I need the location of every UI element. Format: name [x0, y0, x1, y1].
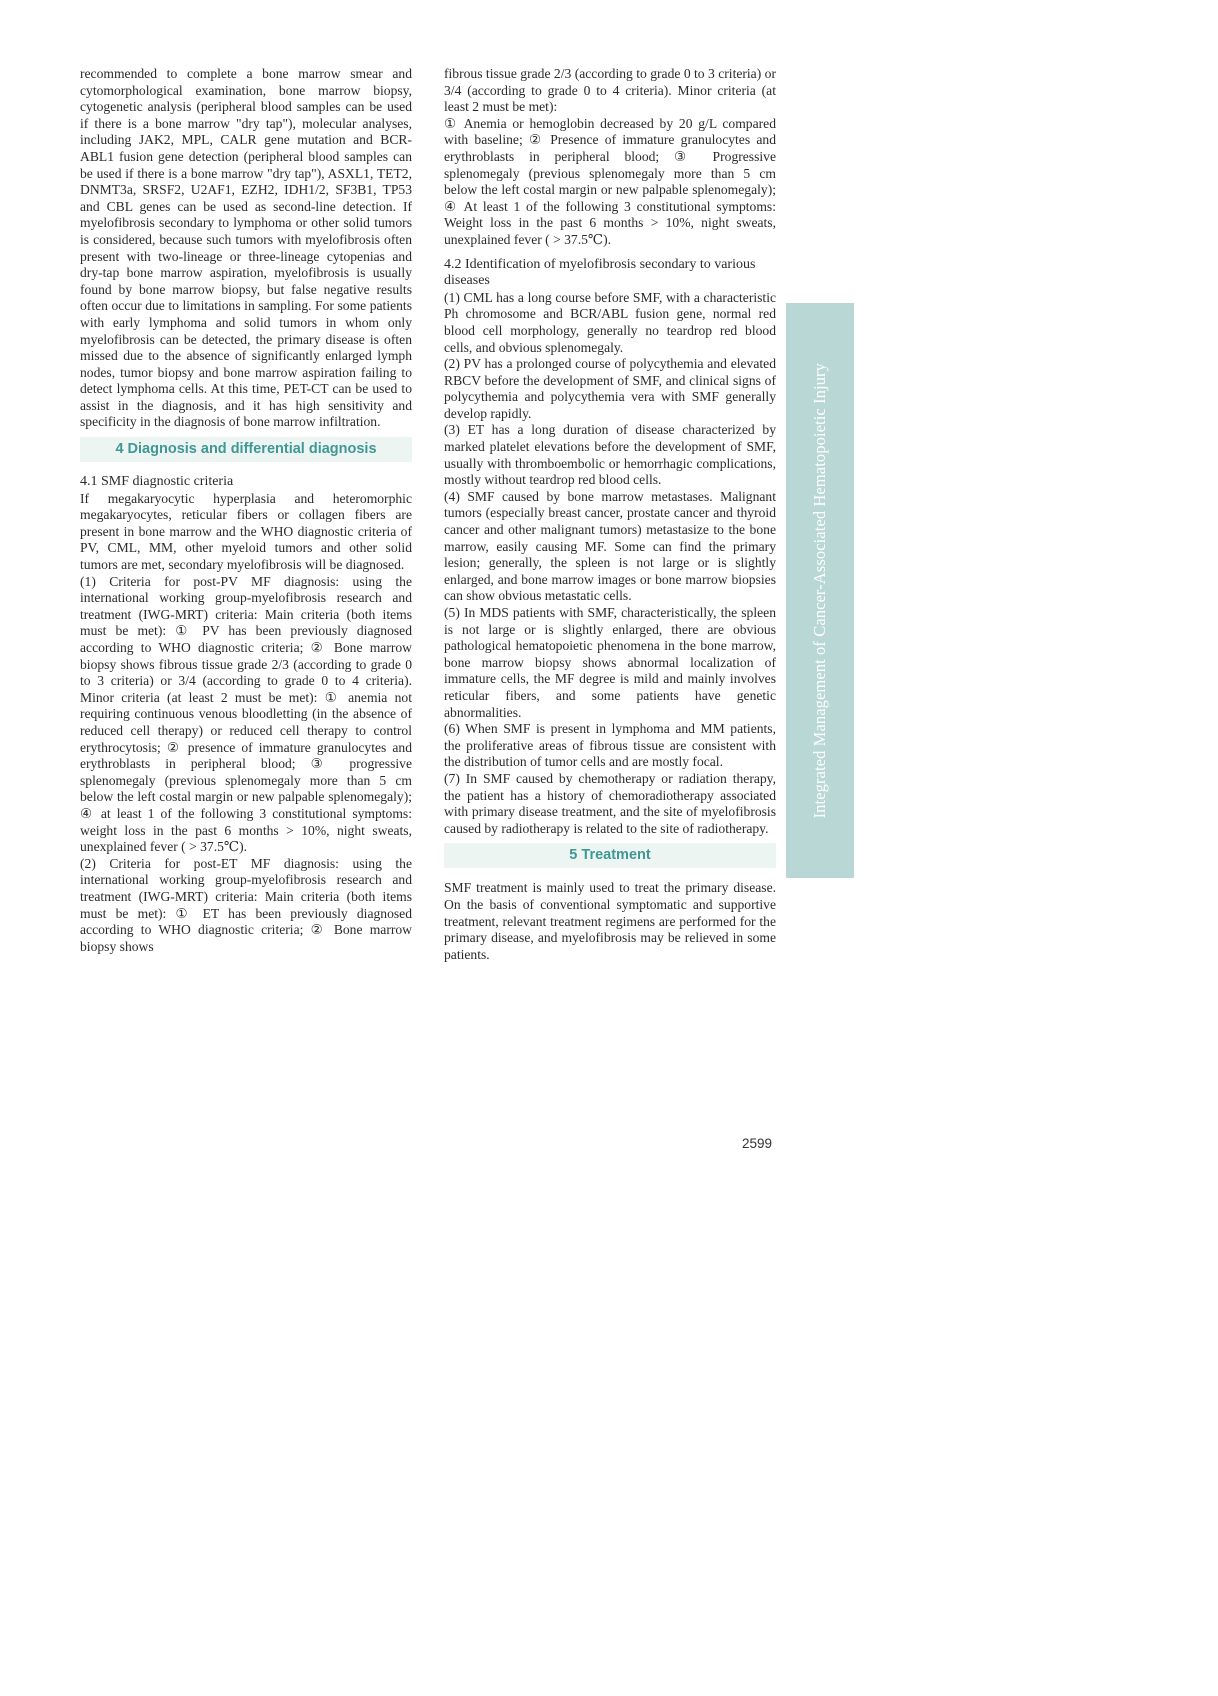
section-heading-treatment: 5 Treatment: [444, 843, 776, 868]
smf-criteria-paragraph: If megakaryocytic hyperplasia and heteromorphic megakaryocytes, reticular fibers or collagen fibers are present in bone marrow and the WHO diagnostic criteria of PV, CML, MM, other myeloid tumors and other solid tumors are met, secondary myelofibrosis will be diagnosed.: [80, 490, 412, 573]
identification-item: (1) CML has a long course before SMF, with a characteristic Ph chromosome and BCR/ABL fusion gene, normal red blood cell morphology, generally no teardrop red blood cells, and obvious splenomegaly.: [444, 289, 776, 355]
identification-item: (4) SMF caused by bone marrow metastases. Malignant tumors (especially breast cancer, prostate cancer and thyroid cancer and other malignant tumors) metastasize to the bone marrow, easily causing MF. Some can find the primary lesion; generally, the spleen is not large or is slightly enlarged, and bone marrow images or bone marrow biopsies can show obvious metastatic cells.: [444, 488, 776, 604]
identification-item: (6) When SMF is present in lymphoma and MM patients, the proliferative areas of fibrous tissue are consistent with the distribution of tumor cells and are mostly focal.: [444, 721, 776, 770]
side-banner-text: Integrated Management of Cancer-Associated Hematopoietic Injury: [810, 362, 829, 819]
identification-item: (5) In MDS patients with SMF, characteristically, the spleen is not large or is slightly enlarged, there are obvious pathological hematopoietic phenomena in the bone marrow, bone marrow biopsy shows abnormal localization of immature cells, the MF degree is mild and mainly involves reticular fibers, and some patients have genetic abnormalities.: [444, 605, 776, 720]
right-column: [444, 66, 776, 963]
section-heading-diagnosis: 4 Diagnosis and differential diagnosis: [80, 437, 412, 462]
page-number: 2599: [742, 1136, 773, 1151]
identification-item: (3) ET has a long duration of disease characterized by marked platelet elevations before the development of SMF, usually with thromboembolic or hemorrhagic complications, mostly without teardrop red blood cells.: [444, 422, 776, 488]
post-et-criteria-paragraph: (2) Criteria for post-ET MF diagnosis: using the international working group-myelofibrosis research and treatment (IWG-MRT) criteria: Main criteria (both items must be met): ① ET has been previously diagnosed according to WHO diagnostic criteria; ② Bone marrow biopsy shows: [80, 855, 412, 954]
left-column: [80, 66, 412, 955]
subsection-heading-identification: 4.2 Identification of myelofibrosis secondary to various diseases: [444, 256, 756, 289]
intro-paragraph: recommended to complete a bone marrow smear and cytomorphological examination, bone marrow biopsy, cytogenetic analysis (peripheral blood samples can be used if there is a bone marrow "dry tap"), molecular analyses, including JAK2, MPL, CALR gene mutation and BCR-ABL1 fusion gene detection (peripheral blood samples can be used if there is a bone marrow "dry tap"), ASXL1, TET2, DNMT3a, SRSF2, U2AF1, EZH2, IDH1/2, SF3B1, TP53 and CBL genes can be used as second-line detection. If myelofibrosis secondary to lymphoma or other solid tumors is considered, because such tumors with myelofibrosis often present with two-lineage or three-lineage cytopenias and dry-tap bone marrow aspiration, myelofibrosis is usually found by bone marrow biopsy, but false negative results often occur due to limitations in sampling. For some patients with early lymphoma and solid tumors in whom only myelofibrosis can be detected, the primary disease is often missed due to the absence of significantly enlarged lymph nodes, tumor biopsy and bone marrow aspiration failing to detect lymphoma cells. At this time, PET-CT can be used to assist in the diagnosis, and it has high sensitivity and specificity in the diagnosis of bone marrow infiltration.: [80, 66, 412, 430]
post-et-minor-criteria: ① Anemia or hemoglobin decreased by 20 g/L compared with baseline; ② Presence of immature granulocytes and erythroblasts in peripheral blood; ③ Progressive splenomegaly (previous splenomegaly more than 5 cm below the left costal margin or new palpable splenomegaly); ④ At least 1 of the following 3 constitutional symptoms: Weight loss in the past 6 months > 10%, night sweats, unexplained fever ( > 37.5℃).: [444, 115, 776, 247]
subsection-heading-smf-criteria: 4.1 SMF diagnostic criteria: [80, 474, 234, 490]
post-et-criteria-continued: fibrous tissue grade 2/3 (according to grade 0 to 3 criteria) or 3/4 (according to grade 0 to 4 criteria). Minor criteria (at least 2 must be met):: [444, 66, 776, 115]
treatment-paragraph: SMF treatment is mainly used to treat the primary disease. On the basis of conventional symptomatic and supportive treatment, relevant treatment regimens are performed for the primary disease, and myelofibrosis may be relieved in some patients.: [444, 880, 776, 962]
post-pv-criteria-paragraph: (1) Criteria for post-PV MF diagnosis: using the international working group-myelofibrosis research and treatment (IWG-MRT) criteria: Main criteria (both items must be met): ① PV has been previously diagnosed according to WHO diagnostic criteria; ② Bone marrow biopsy shows fibrous tissue grade 2/3 (according to grade 0 to 3 criteria) or 3/4 (according to grade 0 to 4 criteria). Minor criteria (at least 2 must be met): ① anemia not requiring continuous venous bloodletting (in the absence of reduced cell therapy) or reduced cell therapy to control erythrocytosis; ② presence of immature granulocytes and erythroblasts in peripheral blood; ③ progressive splenomegaly (previous splenomegaly more than 5 cm below the left costal margin or new palpable splenomegaly); ④ at least 1 of the following 3 constitutional symptoms: weight loss in the past 6 months > 10%, night sweats, unexplained fever ( > 37.5℃).: [80, 573, 412, 855]
identification-item: (2) PV has a prolonged course of polycythemia and elevated RBCV before the development of SMF, and clinical signs of polycythemia and polycythemia vera with SMF generally develop rapidly.: [444, 356, 776, 421]
side-banner: [786, 303, 854, 878]
identification-item: (7) In SMF caused by chemotherapy or radiation therapy, the patient has a history of chemoradiotherapy associated with primary disease treatment, and the site of myelofibrosis caused by radiotherapy is related to the site of radiotherapy.: [444, 770, 776, 836]
